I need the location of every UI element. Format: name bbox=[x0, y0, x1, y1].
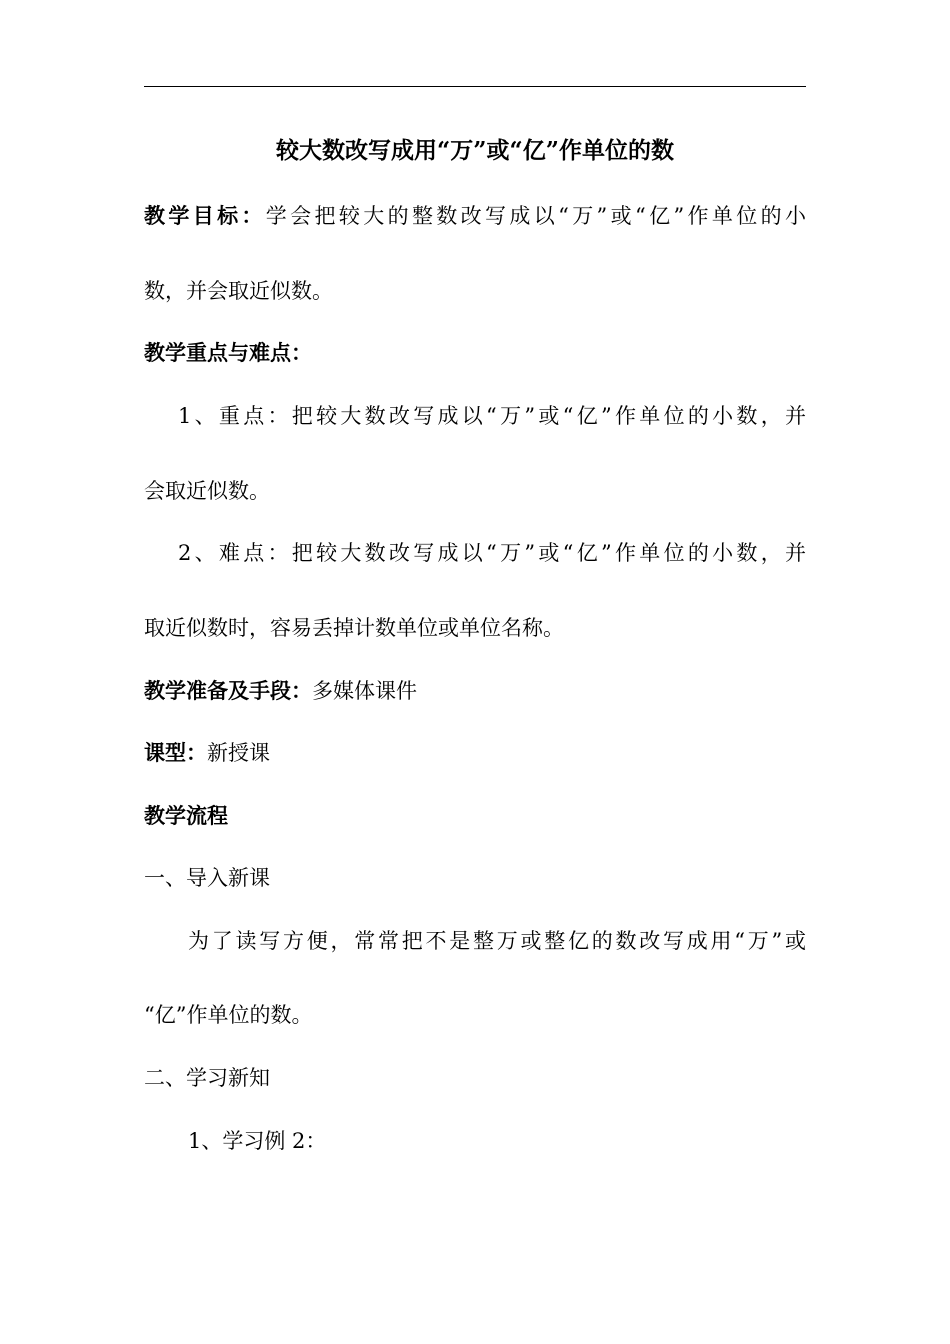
section-2-heading: 二、学习新知 bbox=[144, 1066, 270, 1090]
lesson-type-label: 课型： bbox=[144, 740, 207, 765]
preparation-value: 多媒体课件 bbox=[312, 679, 417, 703]
key-point-1-line-2: 会取近似数。 bbox=[144, 479, 270, 503]
section-1-heading: 一、导入新课 bbox=[144, 866, 270, 890]
header-rule bbox=[144, 86, 806, 87]
section-1-line-2: “亿”作单位的数。 bbox=[144, 1003, 313, 1027]
objective-line-1 bbox=[144, 201, 806, 231]
preparation-line bbox=[144, 676, 806, 706]
lesson-type-line bbox=[144, 738, 806, 768]
process-heading: 教学流程 bbox=[144, 803, 228, 828]
preparation-label: 教学准备及手段： bbox=[144, 678, 312, 703]
key-points-heading: 教学重点与难点： bbox=[144, 340, 312, 365]
objective-label: 教学目标： bbox=[144, 203, 266, 228]
section-1-line-1: 为了读写方便，常常把不是整万或整亿的数改写成用“万”或 bbox=[188, 929, 806, 953]
key-point-1-line-1: 1、重点：把较大数改写成以“万”或“亿”作单位的小数，并 bbox=[178, 404, 806, 428]
document-title: 较大数改写成用“万”或“亿”作单位的数 bbox=[276, 137, 674, 164]
key-point-2-line-2: 取近似数时，容易丢掉计数单位或单位名称。 bbox=[144, 616, 564, 640]
section-2-item-1: 1、学习例 2： bbox=[188, 1129, 327, 1153]
lesson-type-value: 新授课 bbox=[207, 741, 270, 765]
objective-text-2: 数，并会取近似数。 bbox=[144, 279, 333, 303]
objective-text-1: 学会把较大的整数改写成以“万”或“亿”作单位的小 bbox=[265, 204, 806, 228]
key-point-2-line-1: 2、难点：把较大数改写成以“万”或“亿”作单位的小数，并 bbox=[178, 541, 806, 565]
